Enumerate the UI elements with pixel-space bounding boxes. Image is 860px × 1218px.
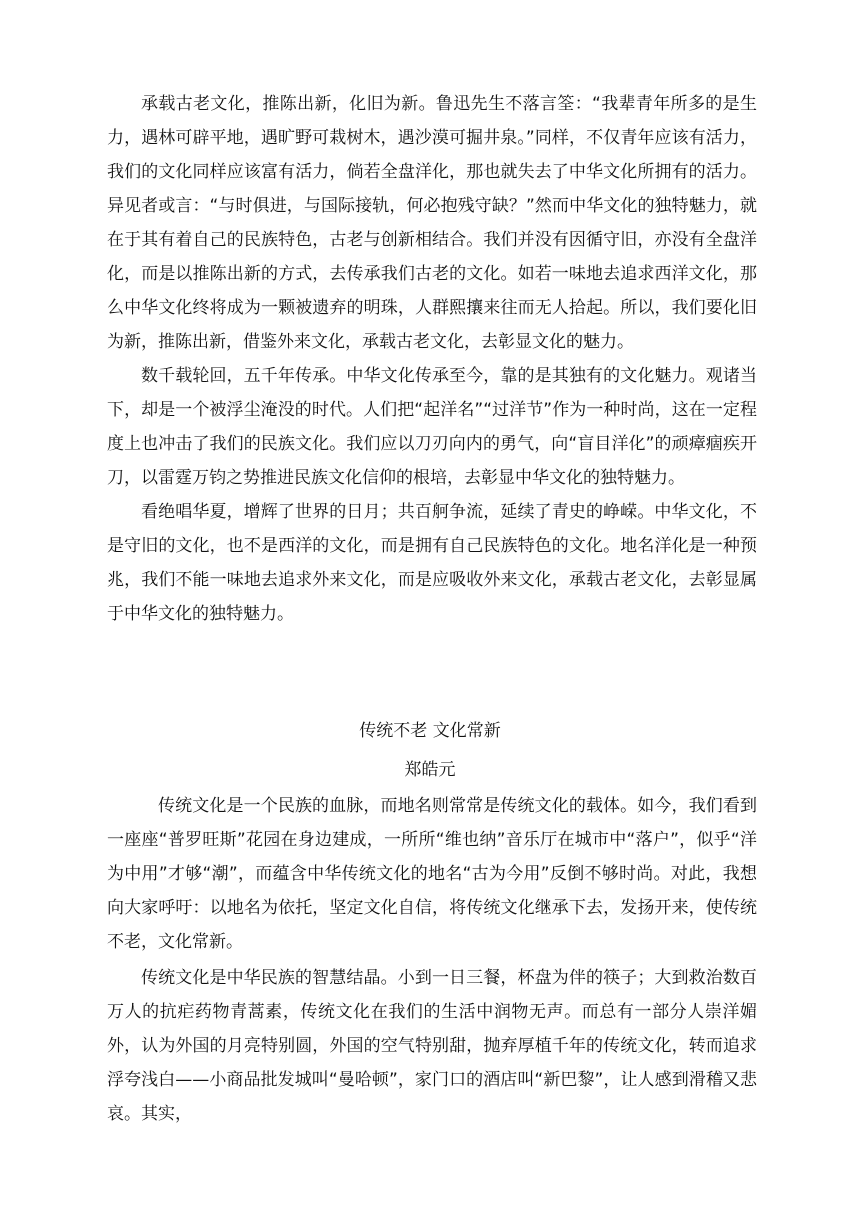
essay2-title: 传统不老 文化常新 xyxy=(359,721,501,741)
essay1-body xyxy=(107,87,757,631)
essay2-paragraph-2: 传统文化是中华民族的智慧结晶。小到一日三餐，杯盘为伴的筷子；大到救治数百万人的抗疟药物青蒿素，传统文化在我们的生活中润物无声。而总有一部分人崇洋媚外，认为外国的月亮特别圆，外国的空气特别甜，抛弃厚植千年的传统文化，转而追求浮夸浅白——小商品批发城叫“曼哈顿”，家门口的酒店叫“新巴黎”，让人感到滑稽又悲哀。其实， xyxy=(107,968,757,1124)
essay1-paragraph-2: 数千载轮回，五千年传承。中华文化传承至今，靠的是其独有的文化魅力。观诸当下，却是一个被浮尘淹没的时代。人们把“起洋名”“过洋节”作为一种时尚，这在一定程度上也冲击了我们的民族文化。我们应以刀刃向内的勇气，向“盲目洋化”的顽瘴痼疾开刀，以雷霆万钧之势推进民族文化信仰的根培，去彰显中华文化的独特魅力。 xyxy=(107,366,757,488)
essay1-paragraph-1: 承载古老文化，推陈出新，化旧为新。鲁迅先生不落言筌：“我辈青年所多的是生力，遇林可辟平地，遇旷野可栽树木，遇沙漠可掘井泉。”同样，不仅青年应该有活力，我们的文化同样应该富有活力，倘若全盘洋化，那也就失去了中华文化所拥有的活力。异见者或言：“与时俱进，与国际接轨，何必抱残守缺？”然而中华文化的独特魅力，就在于其有着自己的民族特色，古老与创新相结合。我们并没有因循守旧，亦没有全盘洋化，而是以推陈出新的方式，去传承我们古老的文化。如若一味地去追求西洋文化，那么中华文化终将成为一颗被遗弃的明珠，人群熙攘来往而无人拾起。所以，我们要化旧为新，推陈出新，借鉴外来文化，承载古老文化，去彰显文化的魅力。 xyxy=(107,94,757,352)
essay2-paragraph-1: 传统文化是一个民族的血脉，而地名则常常是传统文化的载体。如今，我们看到一座座“普罗旺斯”花园在身边建成，一所所“维也纳”音乐厅在城市中“落户”，似乎“洋为中用”才够“潮”，而蕴含中华传统文化的地名“古为今用”反倒不够时尚。对此，我想向大家呼吁：以地名为依托，坚定文化自信，将传统文化继承下去，发扬开来，使传统不老，文化常新。 xyxy=(107,796,757,952)
essay2-body xyxy=(107,789,757,1131)
essay1-paragraph-3: 看绝唱华夏，增辉了世界的日月；共百舸争流，延续了青史的峥嵘。中华文化，不是守旧的文化，也不是西洋的文化，而是拥有自己民族特色的文化。地名洋化是一种预兆，我们不能一味地去追求外来文化，而是应吸收外来文化，承载古老文化，去彰显属于中华文化的独特魅力。 xyxy=(107,502,757,624)
essay2-author: 郑皓元 xyxy=(404,760,456,780)
